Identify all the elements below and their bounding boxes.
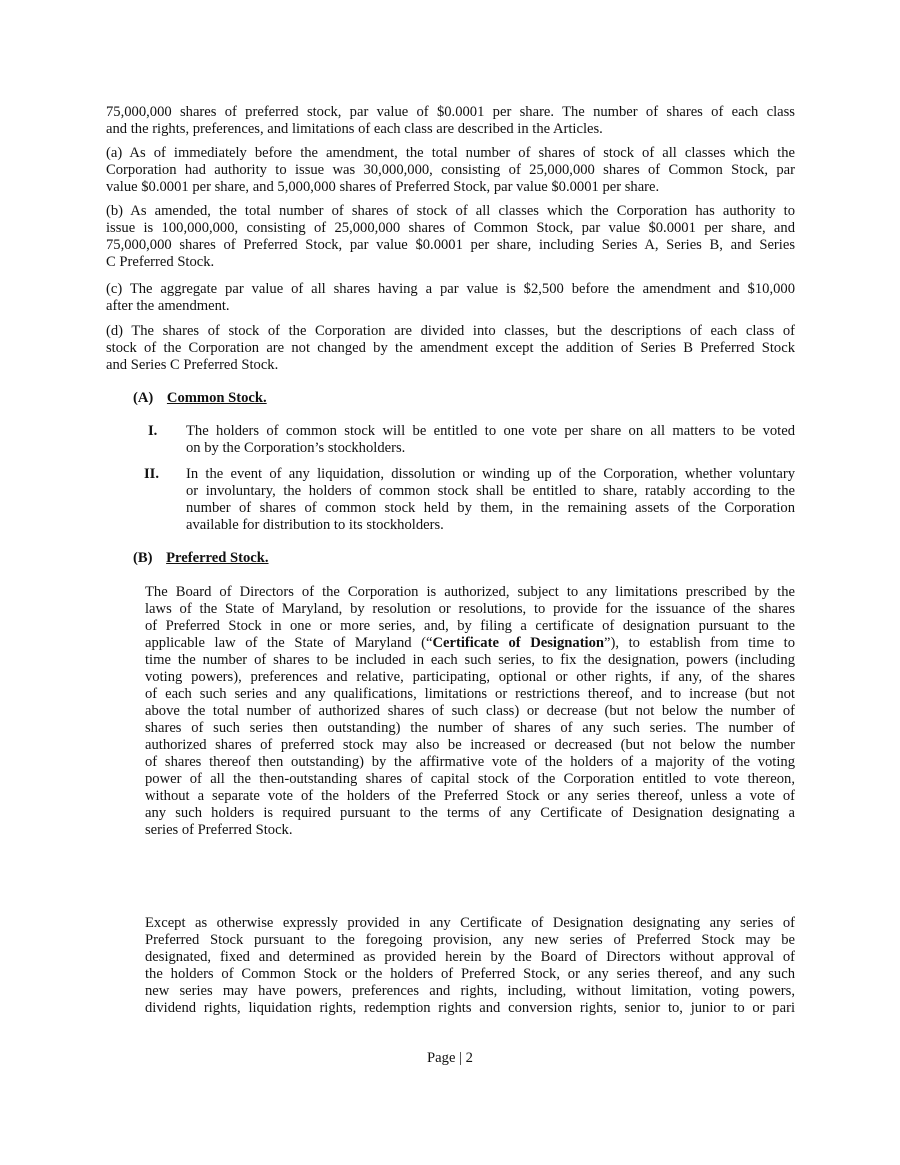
text-line: C Preferred Stock.	[106, 254, 215, 270]
text-line: series of Preferred Stock.	[145, 822, 293, 838]
text-fragment: ”), to establish from time to	[604, 635, 795, 651]
text-line: issue is 100,000,000, consisting of 25,000,000 shares of Common Stock, par value $0.0001 per share, and	[106, 220, 795, 236]
section-a-label: (A)	[133, 390, 154, 406]
text-line: time the number of shares to be included in each such series, to fix the designation, powers (including	[145, 652, 795, 668]
paragraph-b	[106, 203, 795, 271]
paragraph-c	[106, 281, 795, 315]
text-line: available for distribution to its stockholders.	[186, 517, 444, 533]
text-line: 75,000,000 shares of preferred stock, par value of $0.0001 per share. The number of shares of each class	[106, 104, 795, 120]
text-line: without a separate vote of the holders of the Preferred Stock or any series thereof, unless a vote of	[145, 788, 795, 804]
text-line: laws of the State of Maryland, by resolution or resolutions, to provide for the issuance of the shares	[145, 601, 795, 617]
text-line: (d) The shares of stock of the Corporation are divided into classes, but the descriptions of each class of	[106, 323, 795, 339]
text-line: value $0.0001 per share, and 5,000,000 shares of Preferred Stock, par value $0.0001 per share.	[106, 179, 660, 195]
text-line: on by the Corporation’s stockholders.	[186, 440, 406, 456]
text-fragment: applicable law of the State of Maryland (“	[145, 635, 433, 651]
text-line: Except as otherwise expressly provided in any Certificate of Designation designating any series of	[145, 915, 795, 931]
text-line: the holders of Common Stock or the holders of Preferred Stock, or any series thereof, and any such	[145, 966, 795, 982]
section-b-title: Preferred Stock.	[166, 550, 269, 566]
text-line: after the amendment.	[106, 298, 230, 314]
text-line: (b) As amended, the total number of shares of stock of all classes which the Corporation has authority to	[106, 203, 795, 219]
paragraph-a	[106, 145, 795, 196]
text-line: and Series C Preferred Stock.	[106, 357, 279, 373]
text-line: authorized shares of preferred stock may also be increased or decreased (but not below the number	[145, 737, 795, 753]
text-line: Preferred Stock pursuant to the foregoing provision, any new series of Preferred Stock may be	[145, 932, 795, 948]
text-line: stock of the Corporation are not changed by the amendment except the addition of Series B Preferred Stock	[106, 340, 795, 356]
section-b-heading	[133, 550, 269, 567]
common-stock-item-1	[186, 423, 795, 457]
text-line: The Board of Directors of the Corporation is authorized, subject to any limitations prescribed by the	[145, 584, 795, 600]
text-line	[145, 635, 795, 652]
text-line: In the event of any liquidation, dissolution or winding up of the Corporation, whether voluntary	[186, 466, 795, 482]
item-number: II.	[144, 466, 160, 482]
paragraph-d	[106, 323, 795, 374]
text-line: or involuntary, the holders of common stock shall be entitled to share, ratably according to the	[186, 483, 795, 499]
preferred-stock-paragraph-2	[145, 915, 795, 1017]
text-line: and the rights, preferences, and limitations of each class are described in the Articles.	[106, 121, 603, 137]
text-line: new series may have powers, preferences and rights, including, without limitation, voting powers,	[145, 983, 795, 999]
text-line: of each such series and any qualifications, limitations or restrictions thereof, and to increase (but not	[145, 686, 795, 702]
text-line: number of shares of common stock held by them, in the remaining assets of the Corporation	[186, 500, 795, 516]
text-line: voting powers), preferences and relative, participating, optional or other rights, if any, of the shares	[145, 669, 795, 685]
defined-term: Certificate of Designation	[432, 635, 605, 651]
text-line: Corporation had authority to issue was 30,000,000, consisting of 25,000,000 shares of Common Stock, par	[106, 162, 795, 178]
paragraph-intro	[106, 104, 795, 138]
text-line: power of all the then-outstanding shares of capital stock of the Corporation entitled to vote thereon,	[145, 771, 795, 787]
text-line: above the total number of authorized shares of such class) or decrease (but not below the number of	[145, 703, 795, 719]
text-line: The holders of common stock will be entitled to one vote per share on all matters to be voted	[186, 423, 795, 439]
section-b-label: (B)	[133, 550, 153, 566]
item-number: I.	[148, 423, 158, 439]
text-line: 75,000,000 shares of Preferred Stock, par value $0.0001 per share, including Series A, Series B, and Series	[106, 237, 795, 253]
text-line: any such holders is required pursuant to the terms of any Certificate of Designation designating a	[145, 805, 795, 821]
text-line: shares of such series then outstanding) the number of shares of any such series. The number of	[145, 720, 795, 736]
page-number: Page | 2	[427, 1050, 473, 1066]
text-line: dividend rights, liquidation rights, redemption rights and conversion rights, senior to, junior to or pari	[145, 1000, 795, 1016]
text-line: (a) As of immediately before the amendment, the total number of shares of stock of all classes which the	[106, 145, 795, 161]
common-stock-item-2	[186, 466, 795, 534]
section-a-title: Common Stock.	[166, 390, 267, 406]
text-line: of Preferred Stock in one or more series, and, by filing a certificate of designation pursuant to the	[145, 618, 795, 634]
text-line: designated, fixed and determined as provided herein by the Board of Directors without approval of	[145, 949, 795, 965]
section-a-heading	[133, 390, 267, 407]
text-line: of shares thereof then outstanding) by the affirmative vote of the holders of a majority of the voting	[145, 754, 795, 770]
text-line: (c) The aggregate par value of all shares having a par value is $2,500 before the amendment and $10,000	[106, 281, 795, 297]
preferred-stock-paragraph-1	[145, 584, 795, 839]
